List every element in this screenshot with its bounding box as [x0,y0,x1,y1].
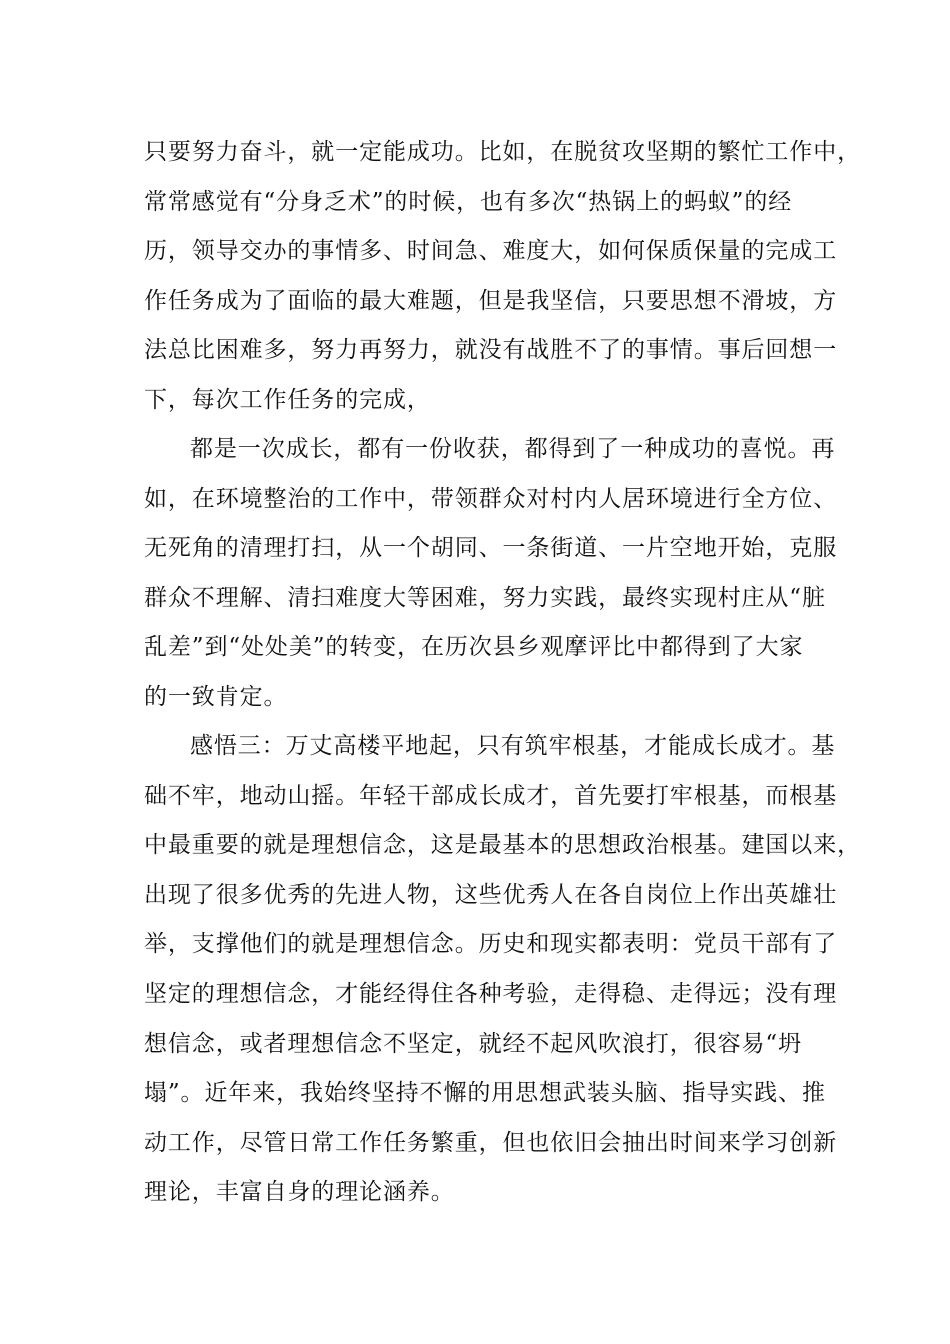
text-line: 础不牢，地动山摇。年轻干部成长成才，首先要打牢根基，而根基 [144,782,838,809]
text-line: 常常感觉有“分身乏术”的时候，也有多次“热锅上的蚂蚁”的经 [144,188,793,215]
text-line: 都是一次成长，都有一份收获，都得到了一种成功的喜悦。再 [190,436,836,462]
paragraph-3 [144,722,861,1218]
text-line: 感悟三：万丈高楼平地起，只有筑牢根基，才能成长成才。基 [190,733,836,759]
text-line: 坚定的理想信念，才能经得住各种考验，走得稳、走得远；没有理 [144,980,838,1007]
text-line: 中最重要的就是理想信念，这是最基本的思想政治根基。建国以来， [144,832,861,859]
text-line: 历，领导交办的事情多、时间急、难度大，如何保质保量的完成工 [144,238,838,265]
text-line: 法总比困难多，努力再努力，就没有战胜不了的事情。事后回想一 [144,337,838,364]
text-line: 举，支撑他们的就是理想信念。历史和现实都表明：党员干部有了 [144,931,838,958]
paragraph-2 [144,425,838,723]
text-line: 群众不理解、清扫难度大等困难，努力实践，最终实现村庄从“脏 [144,584,826,611]
text-line: 作任务成为了面临的最大难题，但是我坚信，只要思想不滑坡，方 [144,287,838,314]
text-line: 想信念，或者理想信念不坚定，就经不起风吹浪打，很容易“坍 [144,1030,802,1057]
text-line: 塌”。近年来，我始终坚持不懈的用思想武装头脑、指导实践、推 [144,1080,826,1107]
text-line: 乱差”到“处处美”的转变，在历次县乡观摩评比中都得到了大家 [144,634,804,661]
text-line: 下，每次工作任务的完成， [144,386,431,413]
text-line: 如，在环境整治的工作中，带领群众对村内人居环境进行全方位、 [144,485,838,512]
paragraph-1 [144,128,861,426]
text-line: 无死角的清理打扫，从一个胡同、一条街道、一片空地开始，克服 [144,535,838,562]
text-line: 理论，丰富自身的理论涵养。 [144,1179,455,1206]
text-line: 只要努力奋斗，就一定能成功。比如，在脱贫攻坚期的繁忙工作中， [144,139,861,165]
text-line: 的一致肯定。 [144,683,288,710]
text-line: 出现了很多优秀的先进人物，这些优秀人在各自岗位上作出英雄壮 [144,881,838,908]
text-line: 动工作，尽管日常工作任务繁重，但也依旧会抽出时间来学习创新 [144,1129,838,1156]
